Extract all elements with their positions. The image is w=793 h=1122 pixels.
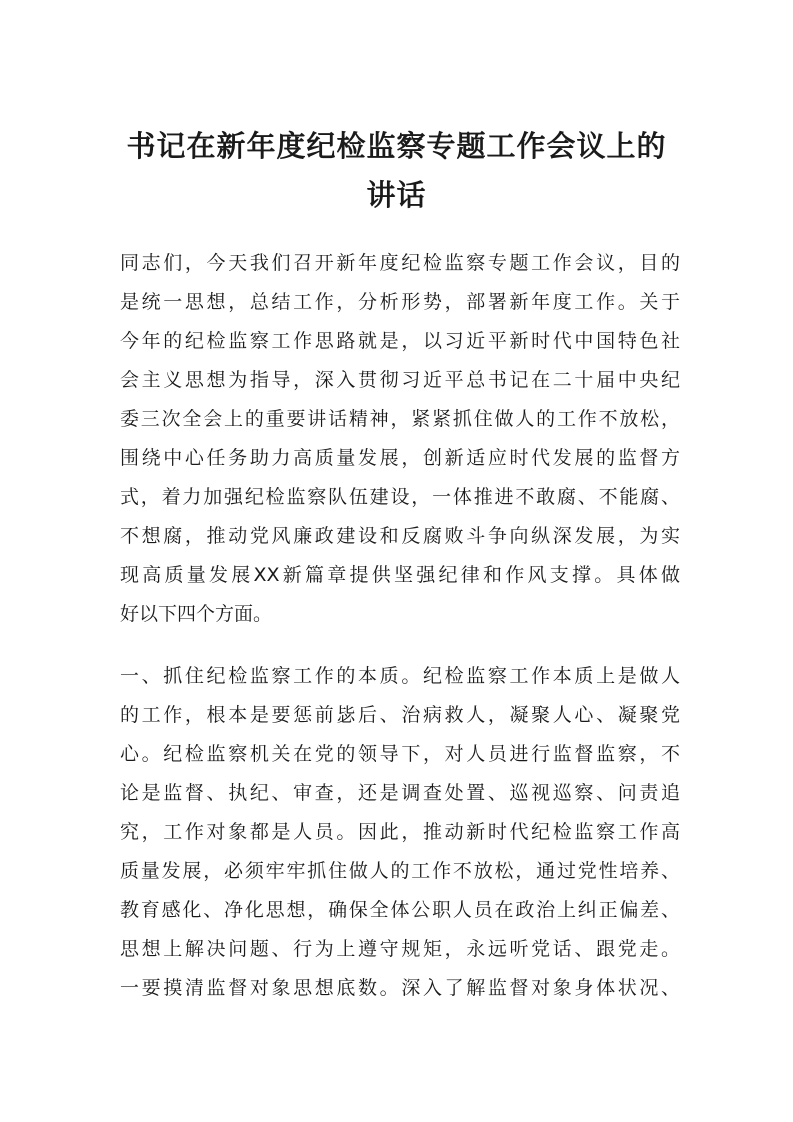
body-text-line: 思想上解决问题、行为上遵守规矩，永远听党话、跟党走。 (120, 938, 680, 960)
body-text-line: 同志们，今天我们召开新年度纪检监察专题工作会议，目的 (120, 252, 680, 274)
body-text-line: 一要摸清监督对象思想底数。深入了解监督对象身体状况、 (120, 977, 680, 999)
body-text-line: 好以下四个方面。 (120, 603, 273, 625)
body-text-line: 现高质量发展XX新篇章提供坚强纪律和作风支撑。具体做 (120, 564, 680, 586)
body-text-line: 究，工作对象都是人员。因此，推动新时代纪检监察工作高 (120, 821, 680, 843)
body-text-line: 今年的纪检监察工作思路就是，以习近平新时代中国特色社 (120, 330, 680, 352)
body-text-line: 教育感化、净化思想，确保全体公职人员在政治上纠正偏差、 (120, 899, 680, 921)
body-text-line: 质量发展，必须牢牢抓住做人的工作不放松，通过党性培养、 (120, 860, 680, 882)
body-text-line: 委三次全会上的重要讲话精神，紧紧抓住做人的工作不放松， (120, 408, 680, 430)
body-text-line: 心。纪检监察机关在党的领导下，对人员进行监督监察，不 (120, 743, 680, 765)
body-text-line: 论是监督、执纪、审查，还是调查处置、巡视巡察、问责追 (120, 782, 680, 804)
body-text-line: 不想腐，推动党风廉政建设和反腐败斗争向纵深发展，为实 (120, 525, 680, 547)
document-title-line-1: 书记在新年度纪检监察专题工作会议上的 (126, 129, 667, 163)
body-text-line: 围绕中心任务助力高质量发展，创新适应时代发展的监督方 (120, 447, 680, 469)
document-title-line-2: 讲话 (366, 178, 427, 212)
body-text-line: 是统一思想，总结工作，分析形势，部署新年度工作。关于 (120, 291, 680, 313)
body-text-line: 会主义思想为指导，深入贯彻习近平总书记在二十届中央纪 (120, 369, 680, 391)
body-text-line: 一、抓住纪检监察工作的本质。纪检监察工作本质上是做人 (120, 665, 680, 687)
body-text-line: 式，着力加强纪检监察队伍建设，一体推进不敢腐、不能腐、 (120, 486, 680, 508)
body-text-line: 的工作，根本是要惩前毖后、治病救人，凝聚人心、凝聚党 (120, 704, 680, 726)
